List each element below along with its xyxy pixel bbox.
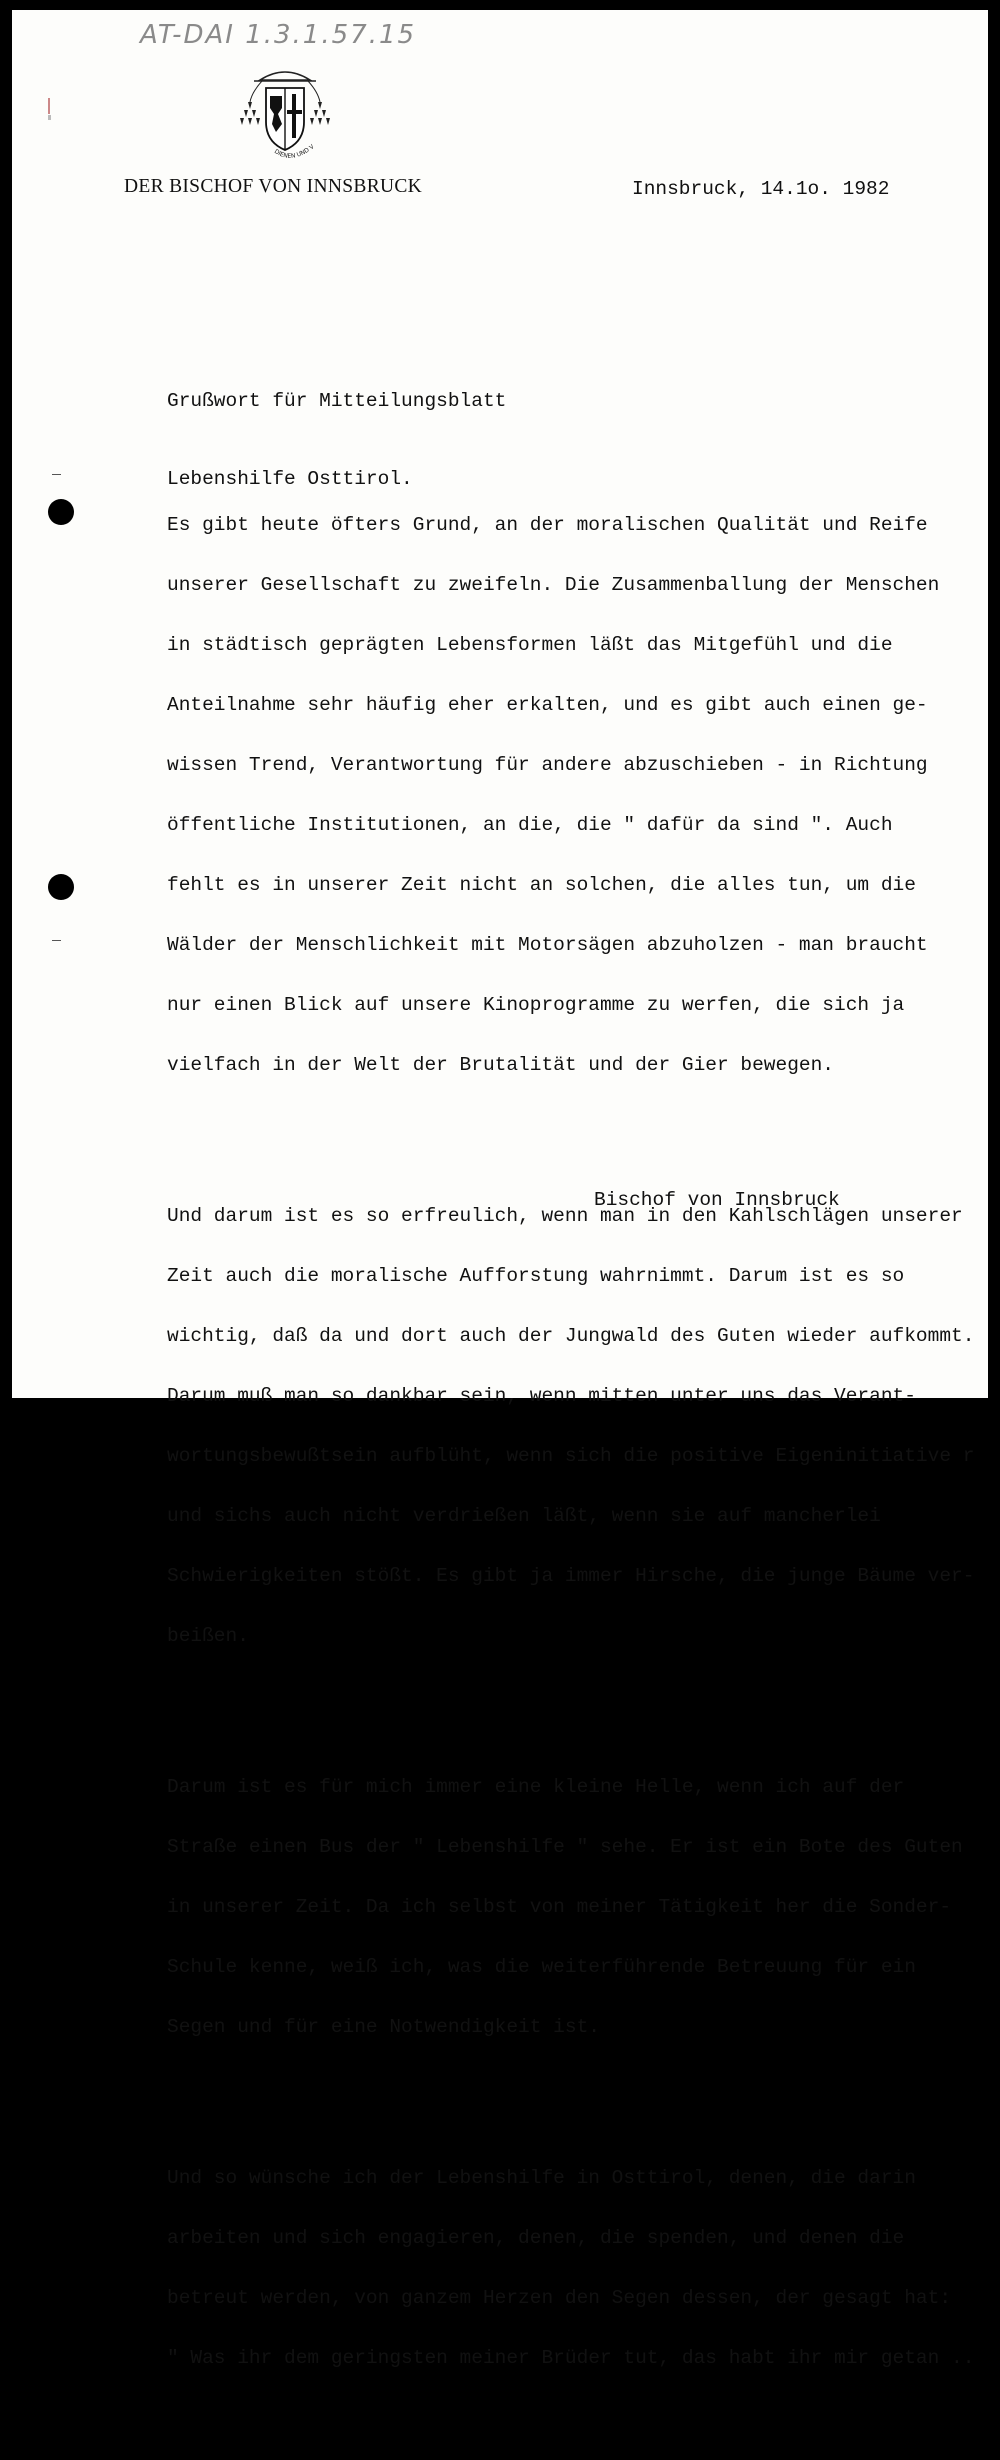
text-line: Zeit auch die moralische Aufforstung wahrnimmt. Darum ist es so xyxy=(167,1265,905,1287)
text-line: Und darum ist es so erfreulich, wenn man in den Kahlschlägen unserer xyxy=(167,1205,963,1227)
text-line: Es gibt heute öfters Grund, an der moralischen Qualität und Reife xyxy=(167,514,928,536)
paragraph xyxy=(167,1166,974,1686)
text-line: " Was ihr dem geringsten meiner Brüder tut, das habt ihr mir getan .. xyxy=(167,2347,975,2369)
letter-date: Innsbruck, 14.1o. 1982 xyxy=(632,178,890,200)
margin-mark xyxy=(48,98,50,114)
text-line: in städtisch geprägten Lebensformen läßt das Mitgefühl und die xyxy=(167,634,893,656)
punch-hole xyxy=(48,499,74,525)
text-line: Und so wünsche ich der Lebenshilfe in Osttirol, denen, die darin xyxy=(167,2167,916,2189)
subject-line: Grußwort für Mitteilungsblatt xyxy=(167,390,507,412)
letter-page xyxy=(12,10,988,2369)
text-line: Schule kenne, weiß ich, was die weiterführende Betreuung für ein xyxy=(167,1956,916,1978)
signature-line: Bischof von Innsbruck xyxy=(594,1189,840,1211)
text-line: in unserer Zeit. Da ich selbst von meiner Tätigkeit her die Sonder- xyxy=(167,1896,952,1918)
text-line: arbeiten und sich engagieren, denen, die spenden, und denen die xyxy=(167,2227,905,2249)
fold-mark xyxy=(52,940,61,941)
text-line: nur einen Blick auf unsere Kinoprogramme zu werfen, die sich ja xyxy=(167,994,905,1016)
text-line: Darum ist es für mich immer eine kleine Helle, wenn ich auf der xyxy=(167,1776,905,1798)
paragraph xyxy=(167,2128,974,2408)
margin-smudge xyxy=(48,115,51,120)
text-line: betreut werden, von ganzem Herzen den Segen dessen, der gesagt hat: xyxy=(167,2287,952,2309)
text-line: Anteilnahme sehr häufig eher erkalten, und es gibt auch einen ge- xyxy=(167,694,928,716)
subject-line: Lebenshilfe Osttirol. xyxy=(167,468,413,490)
paragraph xyxy=(167,475,974,1115)
text-line: Segen und für eine Notwendigkeit ist. xyxy=(167,2016,600,2038)
text-line: Straße einen Bus der " Lebenshilfe " sehe. Er ist ein Bote des Guten xyxy=(167,1836,963,1858)
text-line: wichtig, daß da und dort auch der Jungwald des Guten wieder aufkommt. xyxy=(167,1325,975,1347)
text-line: wissen Trend, Verantwortung für andere abzuschieben - in Richtung xyxy=(167,754,928,776)
crest-motto: DIENEN UND V xyxy=(272,143,316,160)
text-line: vielfach in der Welt der Brutalität und der Gier bewegen. xyxy=(167,1054,835,1076)
letterhead-title: DER BISCHOF VON INNSBRUCK xyxy=(124,176,423,197)
text-line: und sichs auch nicht verdrießen läßt, wenn sie auf mancherlei xyxy=(167,1505,881,1527)
text-line: öffentliche Institutionen, an die, die " dafür da sind ". Auch xyxy=(167,814,893,836)
punch-hole xyxy=(48,874,74,900)
text-line: Wälder der Menschlichkeit mit Motorsägen abzuholzen - man braucht xyxy=(167,934,928,956)
text-line: wortungsbewußtsein aufblüht, wenn sich die positive Eigeninitiative r xyxy=(167,1445,975,1467)
text-line: Schwierigkeiten stößt. Es gibt ja immer Hirsche, die junge Bäume ver- xyxy=(167,1565,975,1587)
archive-reference-mark: AT-DAI 1.3.1.57.15 xyxy=(140,20,417,50)
fold-mark xyxy=(52,474,61,475)
text-line: beißen. xyxy=(167,1625,249,1647)
text-line: Darum muß man so dankbar sein, wenn mitten unter uns das Verant- xyxy=(167,1385,916,1407)
letter-body xyxy=(167,435,974,2459)
coat-of-arms-icon xyxy=(230,62,340,172)
text-line: unserer Gesellschaft zu zweifeln. Die Zusammenballung der Menschen xyxy=(167,574,940,596)
text-line: fehlt es in unserer Zeit nicht an solchen, die alles tun, um die xyxy=(167,874,916,896)
paragraph xyxy=(167,1737,974,2077)
